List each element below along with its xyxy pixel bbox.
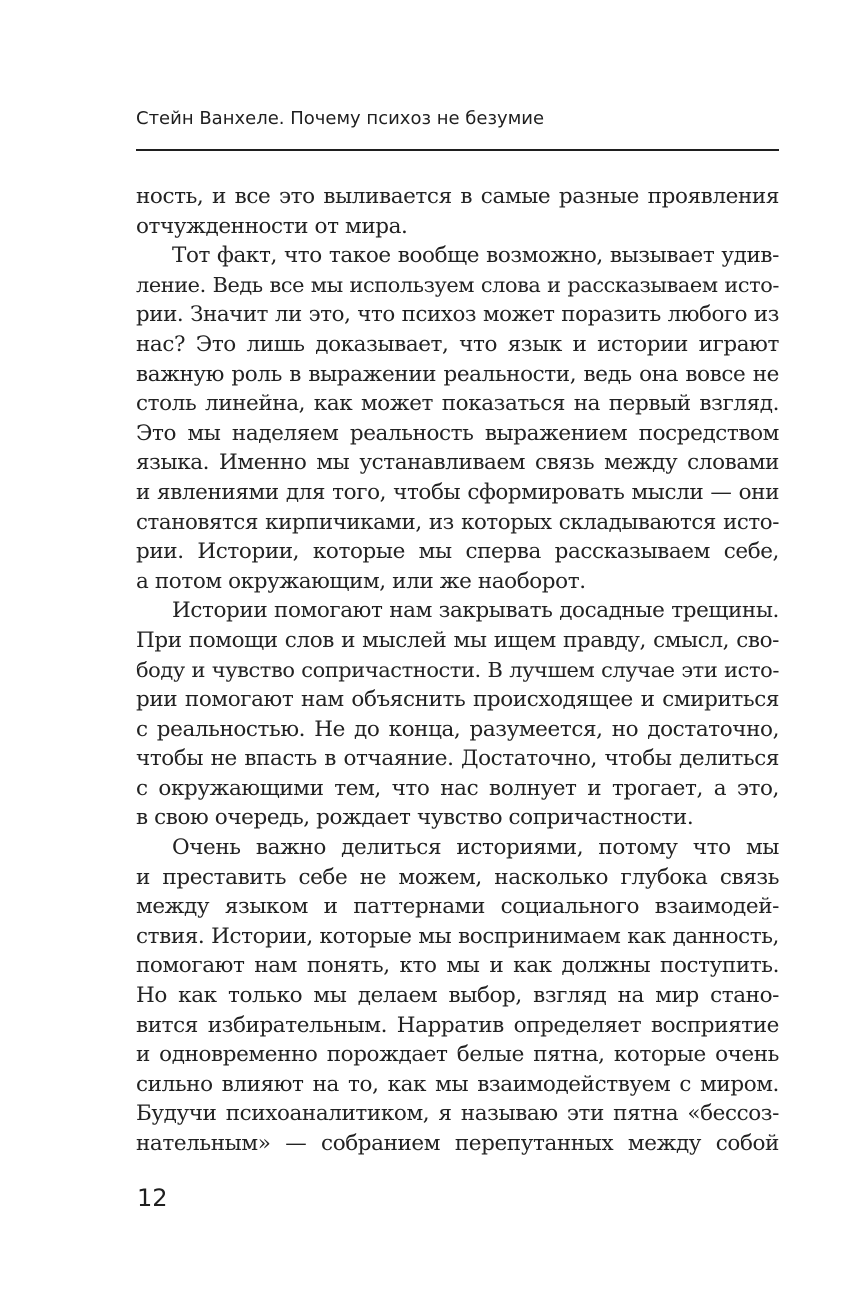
text-line: сильно влияют на то, как мы взаимодействуем с миром. xyxy=(136,1071,779,1097)
text-line: с реальностью. Не до конца, разумеется, но достаточно, xyxy=(136,716,779,742)
text-line: важную роль в выражении реальности, ведь она вовсе не xyxy=(136,361,779,387)
text-line: нас? Это лишь доказывает, что язык и истории играют xyxy=(136,331,779,357)
text-line: столь линейна, как может показаться на первый взгляд. xyxy=(136,391,779,417)
text-line: Будучи психоаналитиком, я называю эти пятна «бессоз- xyxy=(136,1101,779,1127)
text-line: отчужденности от мира. xyxy=(136,213,408,239)
text-line: вится избирательным. Нарратив определяет восприятие xyxy=(136,1012,779,1038)
text-line: Тот факт, что такое вообще возможно, вызывает удив- xyxy=(172,243,779,269)
text-line: между языком и паттернами социального взаимодей- xyxy=(136,894,779,920)
text-line: с окружающими тем, что нас волнует и трогает, а это, xyxy=(136,775,779,801)
text-line: языка. Именно мы устанавливаем связь между словами xyxy=(136,450,779,476)
text-line: рии помогают нам объяснить происходящее и смириться xyxy=(136,687,779,713)
text-line: и одновременно порождает белые пятна, которые очень xyxy=(136,1042,779,1068)
body-text xyxy=(136,182,779,1159)
page-number: 12 xyxy=(137,1184,168,1212)
text-line: При помощи слов и мыслей мы ищем правду, смысл, сво- xyxy=(136,627,779,653)
text-line: Истории помогают нам закрывать досадные трещины. xyxy=(172,598,779,624)
text-line: Но как только мы делаем выбор, взгляд на мир стано- xyxy=(136,983,779,1009)
text-line: ность, и все это выливается в самые разные проявления xyxy=(136,184,779,209)
text-line: и явлениями для того, чтобы сформировать мысли — они xyxy=(136,479,779,505)
text-line: ление. Ведь все мы используем слова и рассказываем исто- xyxy=(136,272,779,297)
text-line: и преставить себе не можем, насколько глубока связь xyxy=(136,864,779,890)
text-line: рии. Значит ли это, что психоз может поразить любого из xyxy=(136,302,779,328)
running-head: Стейн Ванхеле. Почему психоз не безумие xyxy=(136,108,545,129)
text-line: помогают нам понять, кто мы и как должны поступить. xyxy=(136,953,779,979)
text-line: нательным» — собранием перепутанных между собой xyxy=(136,1131,779,1156)
text-line: Очень важно делиться историями, потому что мы xyxy=(172,835,779,861)
text-line: боду и чувство сопричастности. В лучшем случае эти исто- xyxy=(136,657,779,682)
header-rule xyxy=(136,149,779,151)
text-line: чтобы не впасть в отчаяние. Достаточно, чтобы делиться xyxy=(136,746,779,772)
text-line: рии. Истории, которые мы сперва рассказываем себе, xyxy=(136,539,779,565)
text-line: Это мы наделяем реальность выражением посредством xyxy=(136,420,779,446)
text-line: ствия. Истории, которые мы воспринимаем как данность, xyxy=(136,923,779,949)
text-line: становятся кирпичиками, из которых складываются исто- xyxy=(136,509,779,535)
text-line: в свою очередь, рождает чувство сопричастности. xyxy=(136,805,694,831)
text-line: а потом окружающим, или же наоборот. xyxy=(136,568,586,594)
